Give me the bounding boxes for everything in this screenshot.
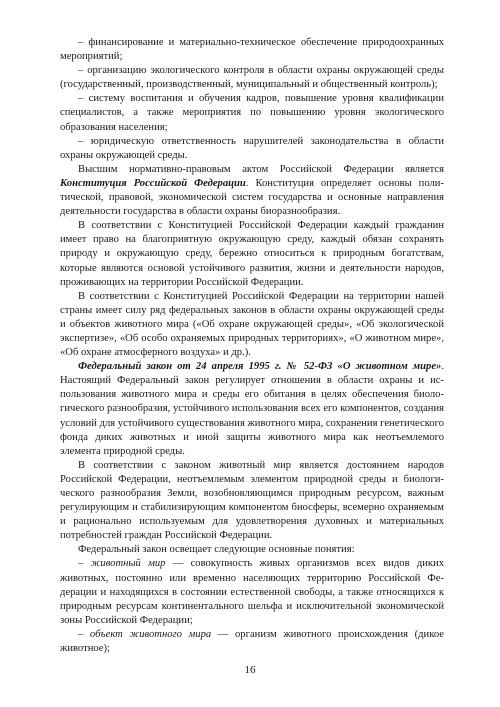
page-number: 16 <box>244 664 256 676</box>
paragraph-term-animal-world <box>60 557 444 627</box>
paragraph-text: – <box>78 558 91 570</box>
paragraph-federal-laws: В соответствии с Конституцией Российской Федерации на территории нашей страны имеет силу ряд федеральных законов в области охраны окружающей среды и объектов животного мира («Об охране окружающей среды», «Об экологической экспертизе», «Об особо охраняемых природных территориях», «О животном мире», «Об охране атмосферного воздуха» и др.). <box>60 290 444 359</box>
paragraph-text: – <box>78 628 90 640</box>
emphasis-law-title: Федеральный закон от 24 апреля 1995 г. № 52-ФЗ «О животном мире» <box>78 361 442 373</box>
paragraph-text: . Конституция определяет основы политической, правовой, экономической систем государства и основные направления деятельности государства в области охраны биоразнообразия. <box>60 177 444 218</box>
paragraph-concepts-intro: Федеральный закон освещает следующие основные понятия: <box>78 544 355 556</box>
paragraph-financing: – финансирование и материально-техническое обеспечение природоохранных мероприятий; <box>60 37 444 63</box>
paragraph-text: — организм животного происхождения (дикое животное); <box>60 628 444 655</box>
paragraph-animal-world-law <box>60 360 444 459</box>
term-animal-object: объект животного мира <box>89 628 212 640</box>
paragraph-heritage: В соответствии с законом животный мир является достоянием народов Российской Федерации, неотъемлемым элементом природной среды и биологического разнообразия Земли, возобновляющимся природным ресурсом, важным регулирующим и стабилизирующим компонентом биосферы, всемерно охраняемым и рационально используемым для удовлетворения духовных и материальных потребностей граждан Российской Федерации. <box>60 459 444 542</box>
paragraph-citizen-rights: В соответствии с Конституцией Российской Федерации каждый гражданин имеет право на благоприятную окружающую среду, каждый обязан сохранять природу и окружающую среду, бережно относиться к природным богатствам, которые являются основой устойчивого развития, жизни и деятельности народов, проживающих на территории Российской Федерации. <box>60 220 444 288</box>
paragraph-text: Высшим нормативно-правовым актом Российской Федерации является <box>78 163 444 175</box>
emphasis-constitution: Конституция Российской Федерации <box>60 177 246 189</box>
paragraph-constitution <box>60 163 444 219</box>
paragraph-education: – систему воспитания и обучения кадров, повышение уровня квалификации специалистов, а также мероприятия по повышению уровня экологического образования населения; <box>60 93 444 133</box>
paragraph-text: — совокупность живых организмов всех видов диких животных, постоянно или временно населяющих территорию Российской Федерации и находящихся в состоянии естественной свободы, а также относящихся к природным ресурсам континентального шельфа и исключительной экономической зоны Российской Федерации; <box>60 558 444 626</box>
page-body <box>60 36 444 656</box>
paragraph-text: . Настоящий Федеральный закон регулирует отношения в области охраны и использования животного мира и среды его обитания в целях обеспечения биологического разнообразия, устойчивого использования всех его компонентов, создания условий для устойчивого существования животного мира, сохранения генетического фонда диких животных и иной защиты животного мира как неотъемлемого элемента природной среды. <box>60 361 444 457</box>
paragraph-liability: – юридическую ответственность нарушителей законодательства в области охраны окружающей среды. <box>60 135 444 161</box>
paragraph-control: – организацию экологического контроля в области охраны окружающей среды (государственный, производственный, муниципальный и общественный контроль); <box>60 65 444 91</box>
term-animal-world: животный мир <box>90 558 166 570</box>
paragraph-term-animal-object <box>60 628 444 656</box>
